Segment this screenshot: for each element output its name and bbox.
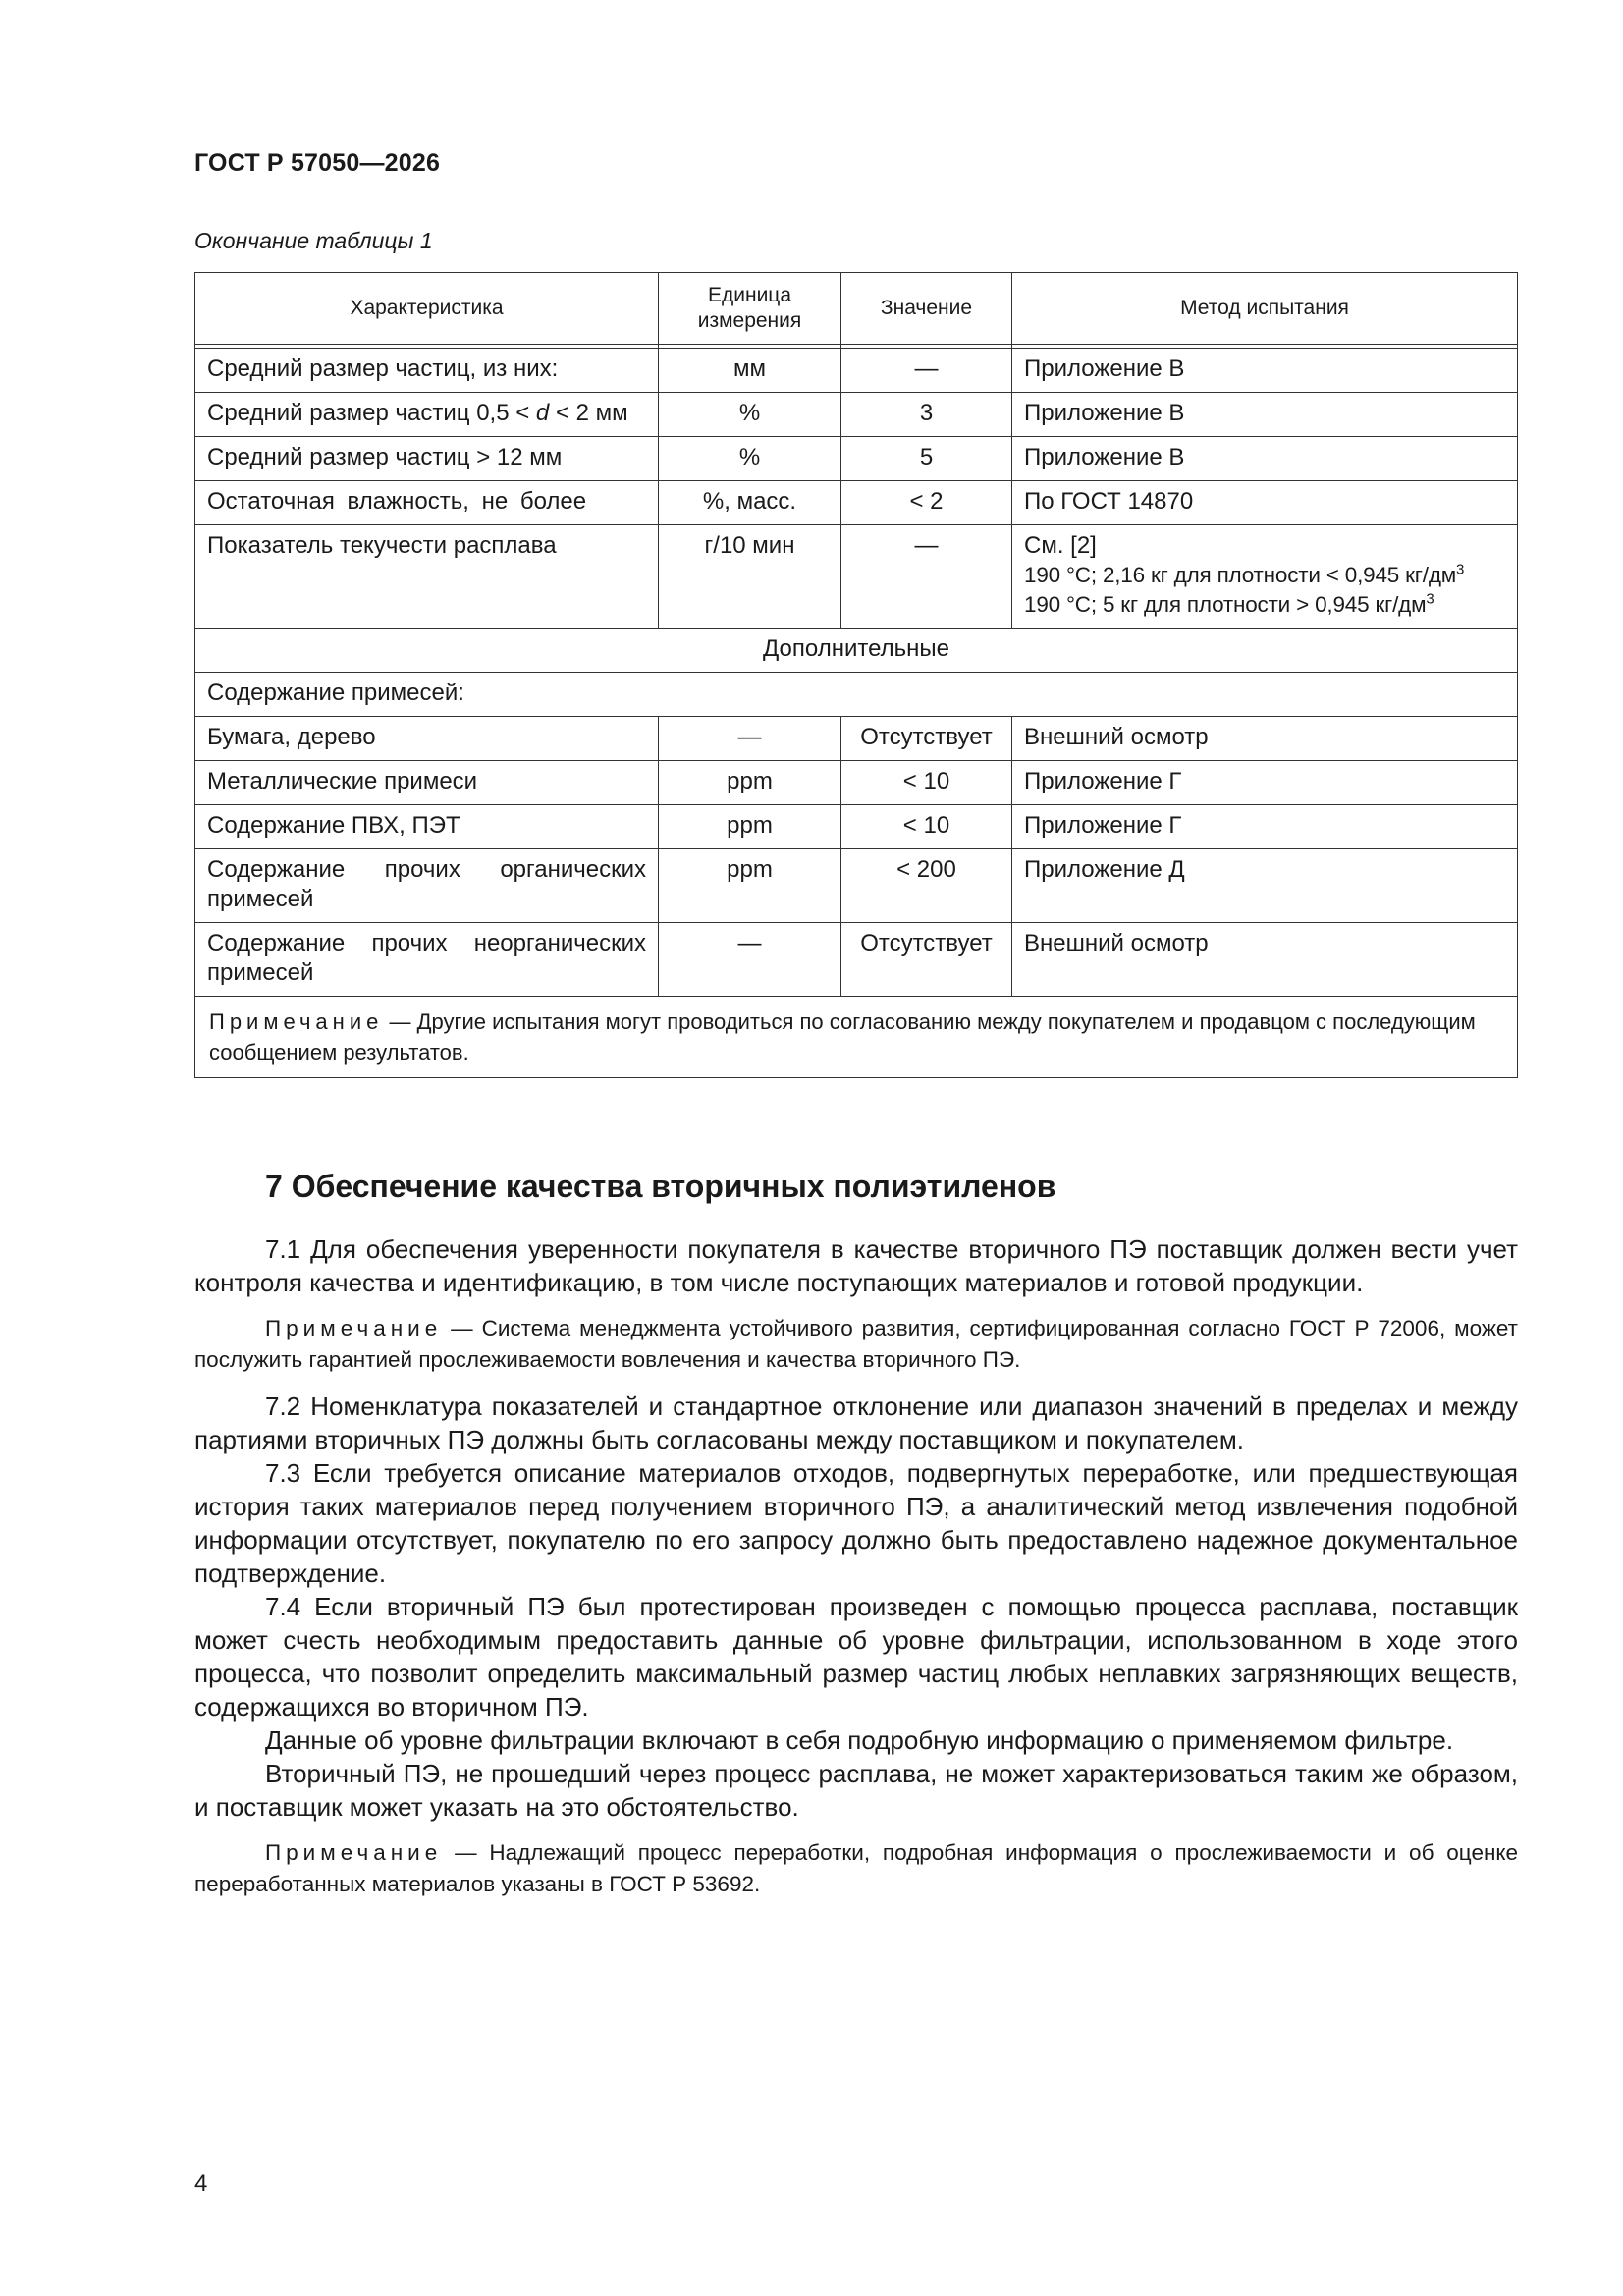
cell-unit: ppm: [659, 761, 841, 805]
table-row: [195, 923, 1518, 997]
cell-value: —: [841, 349, 1012, 393]
note-paragraph: Примечание — Система менеджмента устойчивого развития, сертифицированная согласно ГОСТ Р 72006, может послужить гарантией прослеживаемости вовлечения и качества вторичного ПЭ.: [194, 1316, 1518, 1372]
cell-characteristic: Остаточная влажность, не более: [195, 481, 659, 525]
section-row: [195, 629, 1518, 673]
paragraph-7-1: 7.1 Для обеспечения уверенности покупателя в качестве вторичного ПЭ поставщик должен вести учет контроля качества и идентификацию, в том числе поступающих материалов и готовой продукции.: [194, 1234, 1518, 1297]
note-paragraph: Примечание — Надлежащий процесс переработки, подробная информация о прослеживаемости и об оценке переработанных материалов указаны в ГОСТ Р 53692.: [194, 1840, 1518, 1896]
cell-value: < 2: [841, 481, 1012, 525]
table-row: [195, 805, 1518, 849]
cell-characteristic: Средний размер частиц, из них:: [195, 349, 659, 393]
table-row: [195, 849, 1518, 923]
cell-value: < 10: [841, 805, 1012, 849]
table-header-row: [195, 273, 1518, 345]
cell-unit: —: [659, 923, 841, 997]
cell-unit: г/10 мин: [659, 525, 841, 629]
document-code: ГОСТ Р 57050—2026: [194, 149, 441, 177]
cell-unit: мм: [659, 349, 841, 393]
table-note: [195, 997, 1518, 1078]
cell-value: Отсутствует: [841, 717, 1012, 761]
method-line: См. [2]: [1024, 532, 1097, 559]
characteristics-table: [194, 272, 1518, 1078]
cell-unit: %, масс.: [659, 481, 841, 525]
column-header: Характеристика: [195, 273, 659, 345]
paragraph-7-2: 7.2 Номенклатура показателей и стандартное отклонение или диапазон значений в пределах и между партиями вторичных ПЭ должны быть согласованы между поставщиком и покупателем.: [194, 1392, 1518, 1454]
cell-method: Приложение Г: [1012, 805, 1518, 849]
cell-method: Приложение В: [1012, 349, 1518, 393]
cell-value: < 200: [841, 849, 1012, 923]
cell-method: Приложение В: [1012, 393, 1518, 437]
note-row: [195, 997, 1518, 1078]
cell-unit: ppm: [659, 849, 841, 923]
table-row: [195, 525, 1518, 629]
cell-value: Отсутствует: [841, 923, 1012, 997]
cell-characteristic: Содержание ПВХ, ПЭТ: [195, 805, 659, 849]
subheading-row: [195, 673, 1518, 717]
cell-value: 3: [841, 393, 1012, 437]
cell-unit: %: [659, 393, 841, 437]
impurities-heading: Содержание примесей:: [195, 673, 1518, 717]
section-label: Дополнительные: [195, 629, 1518, 673]
cell-method: По ГОСТ 14870: [1012, 481, 1518, 525]
table-row: [195, 393, 1518, 437]
cell-unit: ppm: [659, 805, 841, 849]
paragraph-filtration: Данные об уровне фильтрации включают в себя подробную информацию о применяемом фильтре.: [265, 1725, 1454, 1755]
table-row: [195, 717, 1518, 761]
column-header: Метод испытания: [1012, 273, 1518, 345]
table-row: [195, 349, 1518, 393]
note-label: Примечание: [209, 1010, 384, 1034]
paragraph-non-melt: Вторичный ПЭ, не прошедший через процесс расплава, не может характеризоваться таким же образом, и поставщик может указать на это обстоятельство.: [194, 1759, 1518, 1822]
cell-characteristic: Содержание прочих органических примесей: [195, 849, 659, 923]
cell-method: Приложение Г: [1012, 761, 1518, 805]
cell-value: < 10: [841, 761, 1012, 805]
section-body: [194, 1232, 1518, 1900]
table-row: [195, 437, 1518, 481]
cell-value: —: [841, 525, 1012, 629]
cell-characteristic: Показатель текучести расплава: [195, 525, 659, 629]
cell-method: Приложение В: [1012, 437, 1518, 481]
cell-unit: —: [659, 717, 841, 761]
method-line: 190 °C; 2,16 кг для плотности < 0,945 $кг/дм^3$: [1024, 561, 1465, 587]
cell-characteristic: Содержание прочих неорганических примесей: [195, 923, 659, 997]
cell-method: [1012, 525, 1518, 629]
cell-characteristic: Металлические примеси: [195, 761, 659, 805]
column-header: Единица измерения: [659, 273, 841, 345]
cell-method: Внешний осмотр: [1012, 923, 1518, 997]
paragraph-7-4: 7.4 Если вторичный ПЭ был протестирован произведен с помощью процесса расплава, поставщик может счесть необходимым предоставить данные об уровне фильтрации, использованном в ходе этого процесса, что позволит определить максимальный размер частиц любых неплавких загрязняющих веществ, содержащихся во вторичном ПЭ.: [194, 1592, 1518, 1722]
table-caption: Окончание таблицы 1: [194, 228, 433, 253]
cell-characteristic: Средний размер частиц 0,5 < d < 2 мм: [195, 393, 659, 437]
method-line: 190 °C; 5 кг для плотности > 0,945 $кг/дм^3$: [1024, 590, 1434, 617]
cell-value: 5: [841, 437, 1012, 481]
cell-unit: %: [659, 437, 841, 481]
section-title: 7 Обеспечение качества вторичных полиэтиленов: [265, 1169, 1056, 1204]
cell-characteristic: Бумага, дерево: [195, 717, 659, 761]
column-header: Значение: [841, 273, 1012, 345]
cell-characteristic: Средний размер частиц > 12 мм: [195, 437, 659, 481]
table-row: [195, 761, 1518, 805]
paragraph-7-3: 7.3 Если требуется описание материалов отходов, подвергнутых переработке, или предшествующая история таких материалов перед получением вторичного ПЭ, а аналитический метод извлечения подобной информации отсутствует, покупателю по его запросу должно быть предоставлено надежное документальное подтверждение.: [194, 1458, 1518, 1588]
note-text: — Другие испытания могут проводиться по согласованию между покупателем и продавцом с последующим сообщением результатов.: [209, 1010, 1476, 1065]
cell-method: Приложение Д: [1012, 849, 1518, 923]
table-row: [195, 481, 1518, 525]
cell-method: Внешний осмотр: [1012, 717, 1518, 761]
page-number: 4: [194, 2170, 208, 2197]
